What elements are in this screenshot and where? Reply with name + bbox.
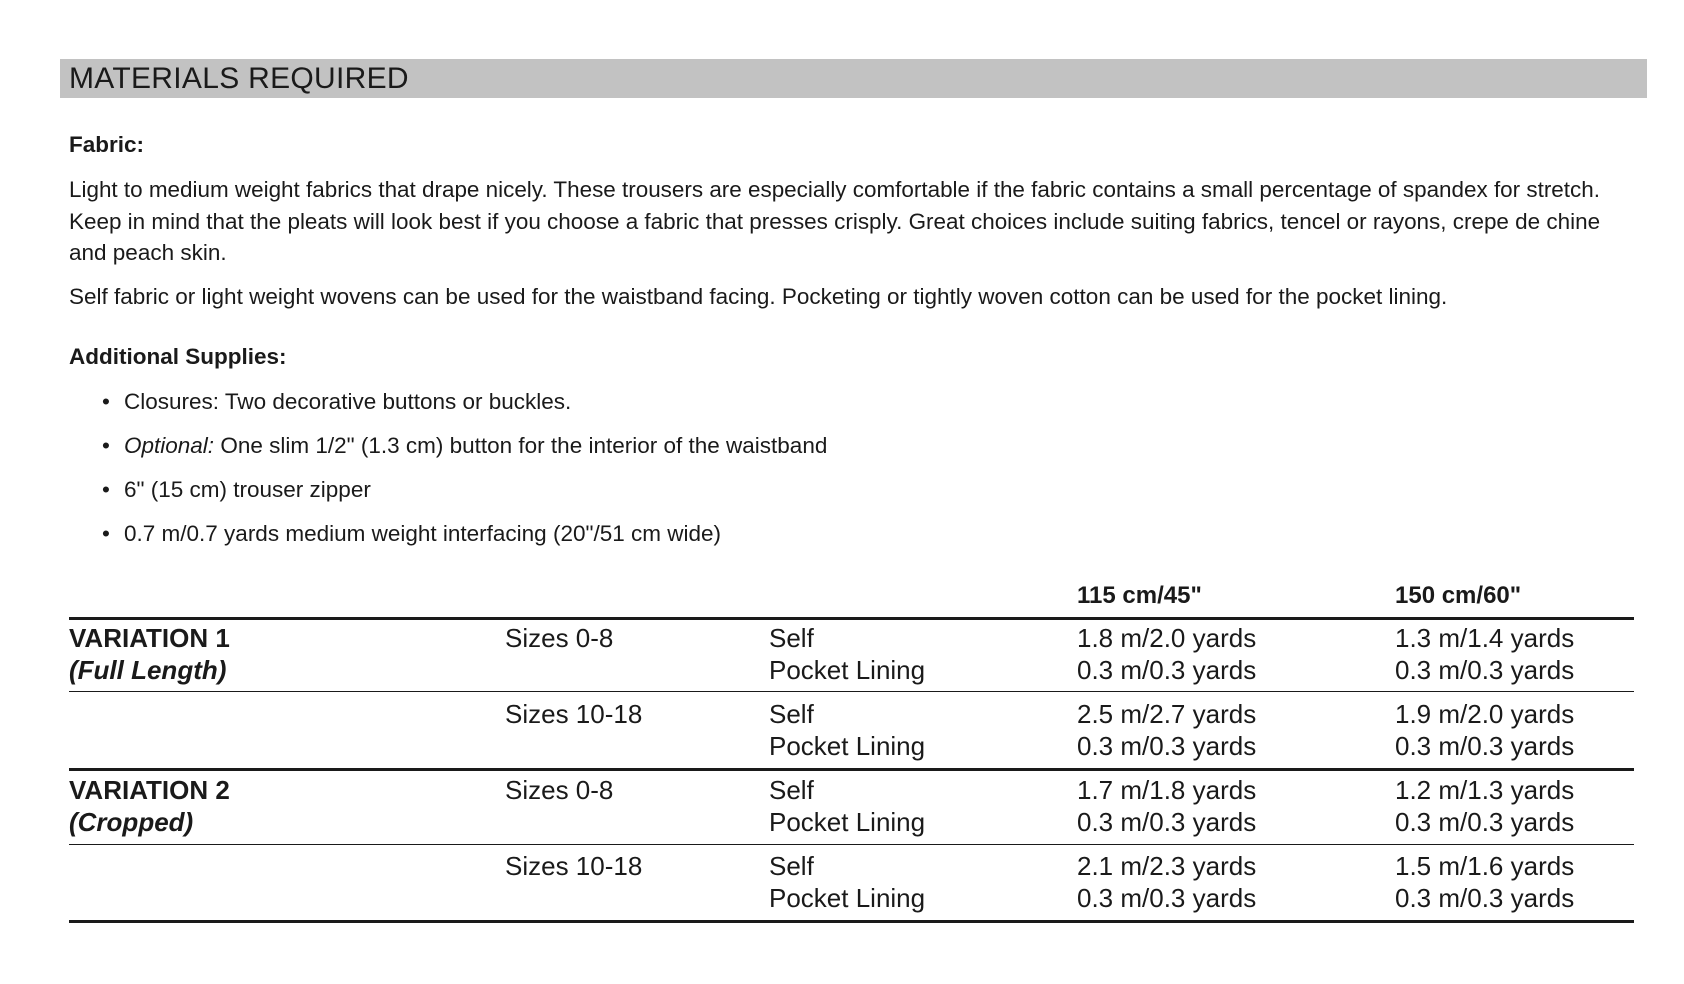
yardage-cell: 0.3 m/0.3 yards: [1077, 655, 1257, 685]
fabric-item: Pocket Lining: [769, 883, 926, 913]
yardage-cell: 0.3 m/0.3 yards: [1395, 731, 1575, 761]
supply-item-text: 6" (15 cm) trouser zipper: [124, 477, 371, 502]
size-range: Sizes 0-8: [505, 623, 614, 653]
fabric-item: Self: [769, 623, 814, 653]
bullet-icon: •: [102, 433, 110, 458]
yardage-cell: 1.7 m/1.8 yards: [1077, 775, 1257, 805]
row-divider: [69, 691, 1634, 692]
supply-item: [102, 474, 371, 506]
bullet-icon: •: [102, 521, 110, 546]
fabric-paragraph-line-2: Keep in mind that the pleats will look best if you choose a fabric that presses crisply. Great choices include suiting fabrics, tencel or rayons, crepe de chine: [69, 209, 1601, 234]
yardage-cell: 1.9 m/2.0 yards: [1395, 699, 1575, 729]
fabric-item: Self: [769, 851, 814, 881]
row-divider: [69, 844, 1634, 845]
group-divider: [69, 768, 1634, 771]
size-range: Sizes 10-18: [505, 851, 643, 881]
column-header-115: 115 cm/45": [1077, 582, 1202, 609]
yardage-cell: 1.3 m/1.4 yards: [1395, 623, 1575, 653]
variation-title: VARIATION 1: [69, 623, 230, 653]
supply-item-lead: Optional:: [124, 433, 215, 458]
fabric-heading: Fabric:: [69, 132, 145, 157]
table-top-rule: [69, 617, 1634, 620]
yardage-cell: 2.1 m/2.3 yards: [1077, 851, 1257, 881]
fabric-item: Self: [769, 699, 814, 729]
yardage-cell: 0.3 m/0.3 yards: [1077, 807, 1257, 837]
supplies-heading: Additional Supplies:: [69, 344, 287, 369]
size-range: Sizes 10-18: [505, 699, 643, 729]
supply-item-text: One slim 1/2" (1.3 cm) button for the interior of the waistband: [214, 433, 828, 458]
variation-title: VARIATION 2: [69, 775, 230, 805]
column-header-150: 150 cm/60": [1395, 582, 1522, 609]
size-range: Sizes 0-8: [505, 775, 614, 805]
supply-item-text: Closures: Two decorative buttons or buckles.: [124, 389, 572, 414]
bullet-icon: •: [102, 477, 110, 502]
variation-subtitle: (Full Length): [69, 655, 227, 685]
yardage-cell: 1.5 m/1.6 yards: [1395, 851, 1575, 881]
supply-item-text: 0.7 m/0.7 yards medium weight interfacing (20"/51 cm wide): [124, 521, 721, 546]
section-header-bar: [60, 59, 1647, 98]
yardage-cell: 0.3 m/0.3 yards: [1395, 883, 1575, 913]
yardage-cell: 0.3 m/0.3 yards: [1077, 731, 1257, 761]
table-bottom-rule: [69, 920, 1634, 923]
supply-item: [102, 430, 827, 462]
yardage-cell: 0.3 m/0.3 yards: [1077, 883, 1257, 913]
yardage-cell: 0.3 m/0.3 yards: [1395, 655, 1575, 685]
yardage-cell: 2.5 m/2.7 yards: [1077, 699, 1257, 729]
variation-subtitle: (Cropped): [69, 807, 194, 837]
yardage-cell: 1.8 m/2.0 yards: [1077, 623, 1257, 653]
bullet-icon: •: [102, 389, 110, 414]
fabric-item: Self: [769, 775, 814, 805]
fabric-paragraph-line-3: and peach skin.: [69, 240, 227, 265]
supply-item: [102, 518, 721, 550]
fabric-paragraph-line-1: Light to medium weight fabrics that drape nicely. These trousers are especially comfortable if the fabric contains a small percentage of spandex for stretch.: [69, 177, 1600, 202]
yardage-cell: 1.2 m/1.3 yards: [1395, 775, 1575, 805]
fabric-paragraph-2: Self fabric or light weight wovens can be used for the waistband facing. Pocketing or tightly woven cotton can be used for the pocket lining.: [69, 284, 1448, 309]
section-title: MATERIALS REQUIRED: [69, 62, 409, 95]
fabric-item: Pocket Lining: [769, 731, 926, 761]
supply-item: [102, 386, 571, 418]
yardage-cell: 0.3 m/0.3 yards: [1395, 807, 1575, 837]
fabric-item: Pocket Lining: [769, 807, 926, 837]
fabric-item: Pocket Lining: [769, 655, 926, 685]
